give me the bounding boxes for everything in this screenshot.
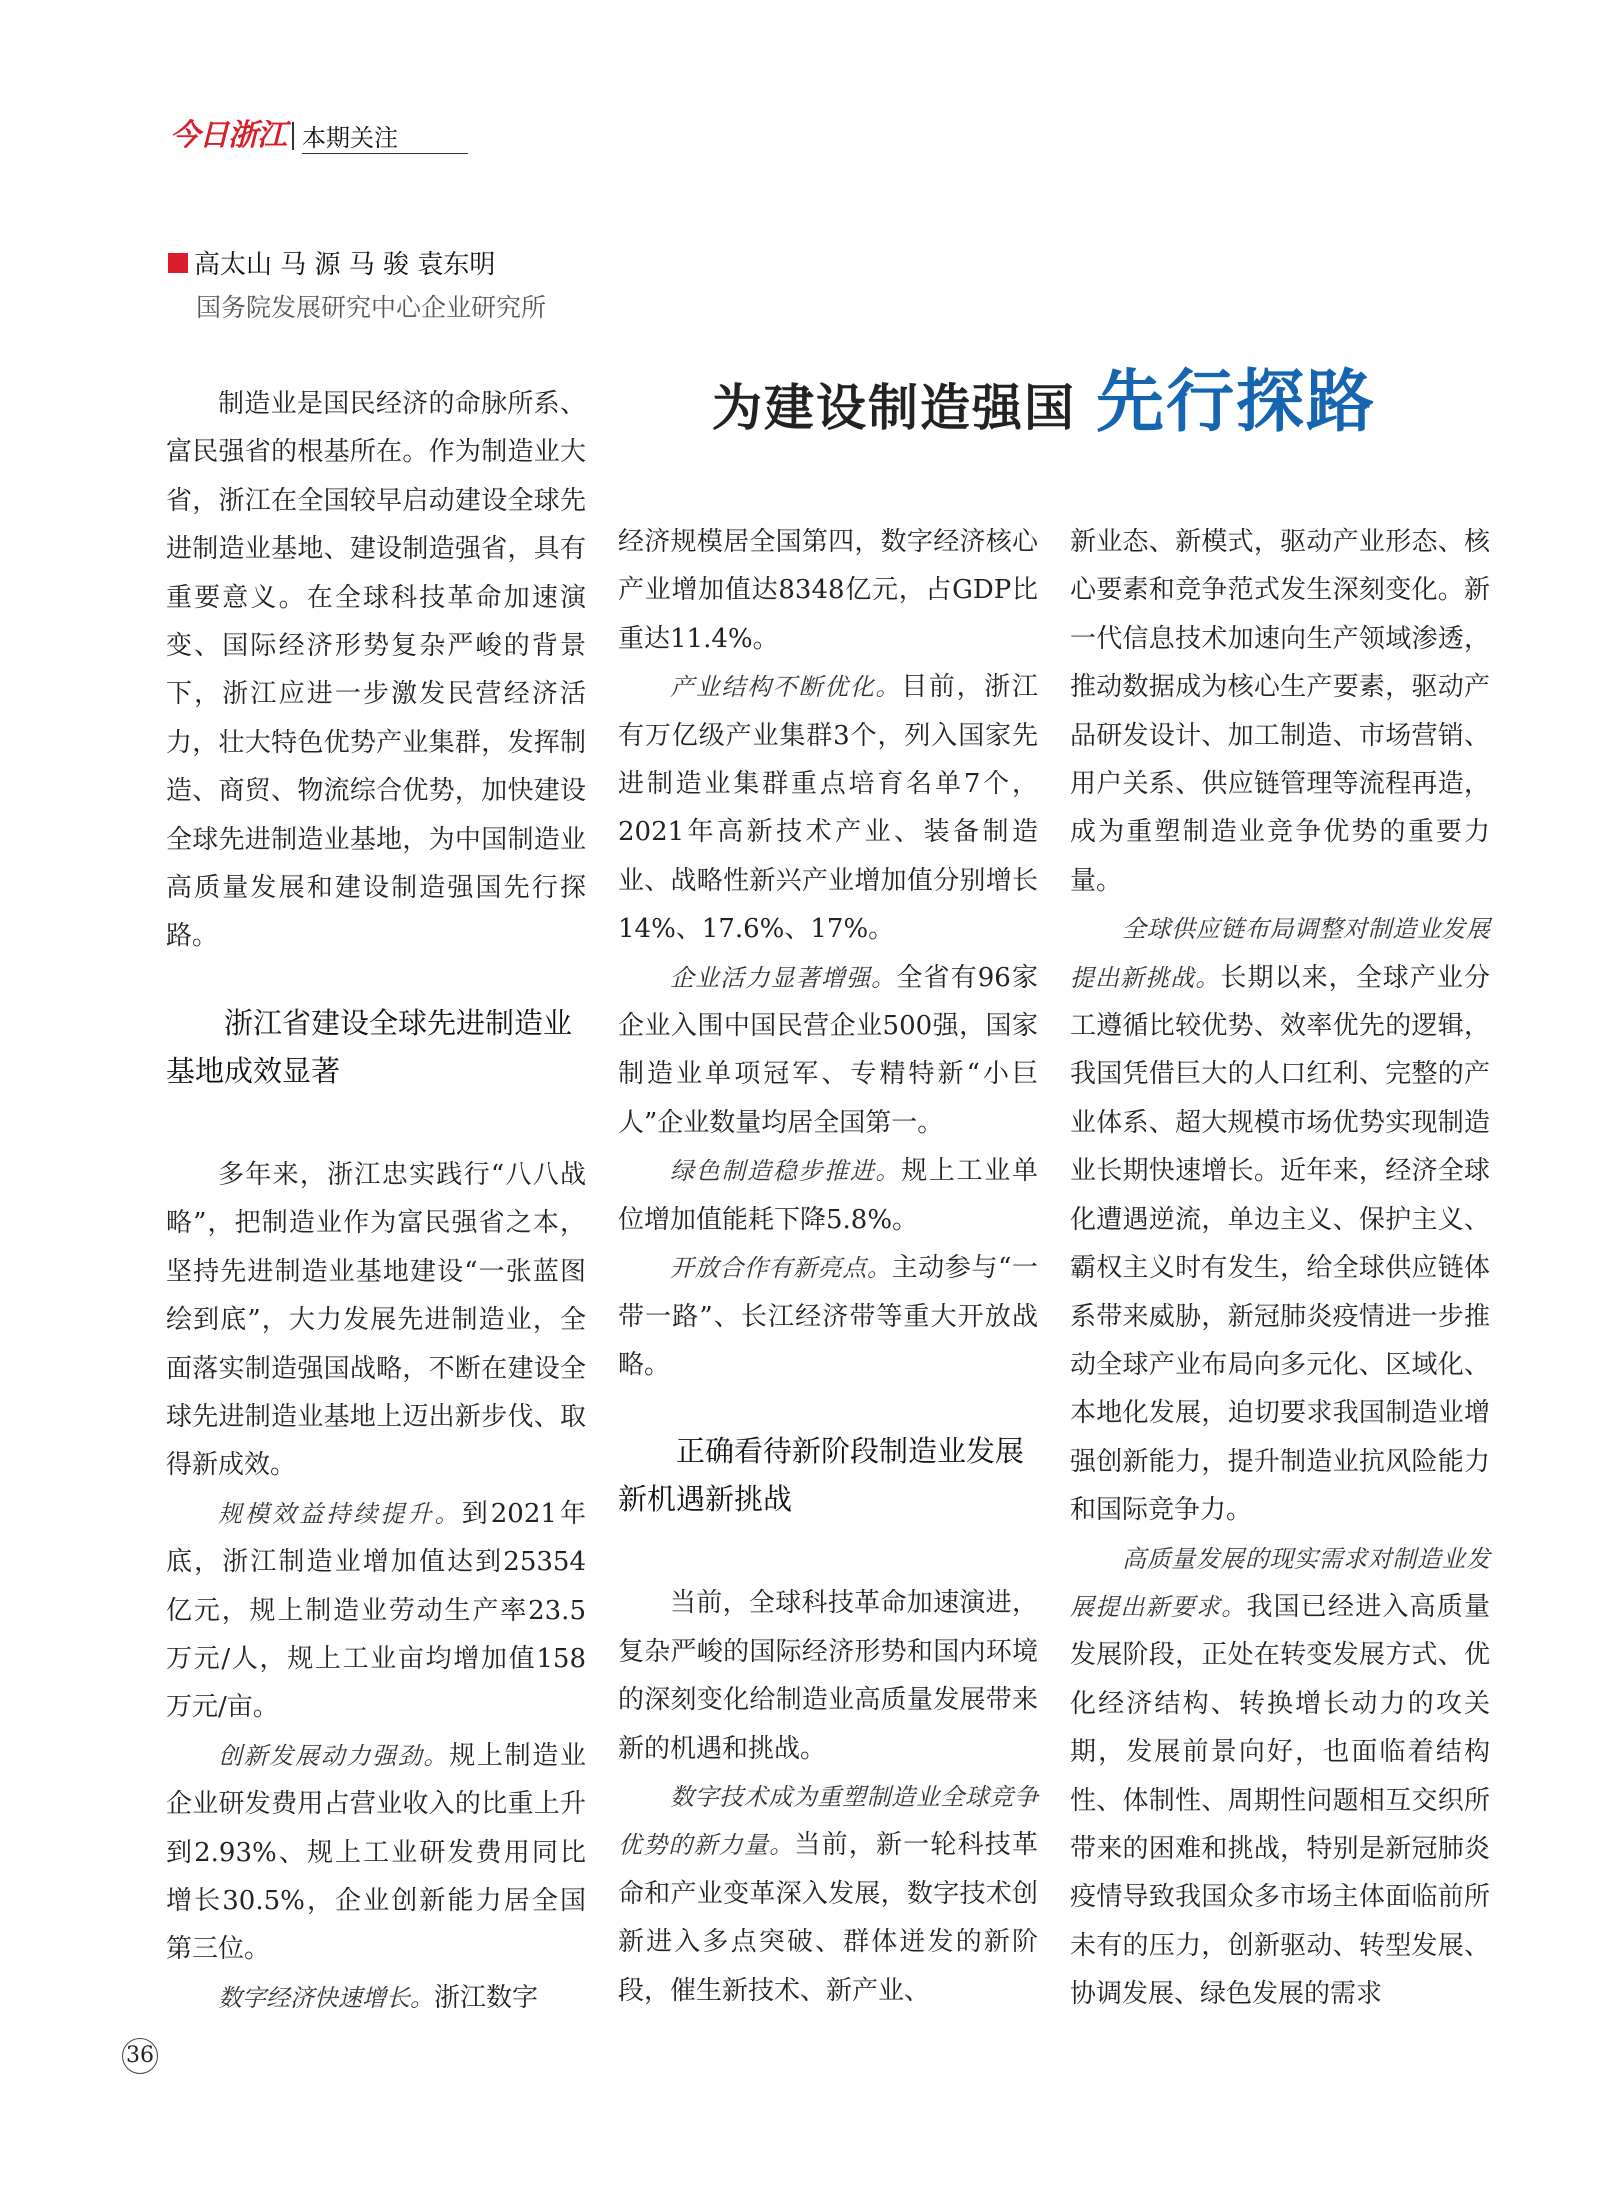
paragraph <box>618 1773 1038 2015</box>
paragraph-body: 目前，浙江有万亿级产业集群3个，列入国家先进制造业集群重点培育名单7个，2021年高新技术产业、装备制造业、战略性新兴产业增加值分别增长14%、17.6%、17%。 <box>618 672 1038 945</box>
paragraph-lead: 开放合作有新亮点。 <box>670 1254 892 1283</box>
column-3 <box>1070 518 1490 2019</box>
paragraph-lead: 企业活力显著增强。 <box>670 963 897 992</box>
paragraph-lead: 高质量发展的现实需求对制造业发展提出新要求。 <box>1070 1544 1490 1621</box>
author-affiliation: 国务院发展研究中心企业研究所 <box>196 293 547 322</box>
author-line <box>168 244 495 281</box>
title-part-1: 为建设制造强国 <box>712 379 1076 437</box>
paragraph-lead: 创新发展动力强劲。 <box>218 1741 450 1770</box>
paragraph: 多年来，浙江忠实践行“八八战略”，把制造业作为富民强省之本，坚持先进制造业基地建设“一张蓝图绘到底”，大力发展先进制造业，全面落实制造强国战略，不断在建设全球先进制造业基地上迈出新步伐、取得新成效。 <box>166 1159 586 1481</box>
paragraph: 经济规模居全国第四，数字经济核心产业增加值达8348亿元，占GDP比重达11.4%。 <box>618 527 1038 654</box>
paragraph: 当前，全球科技革命加速演进，复杂严峻的国际经济形势和国内环境的深刻变化给制造业高质量发展带来新的机遇和挑战。 <box>618 1588 1038 1764</box>
paragraph: 新业态、新模式，驱动产业形态、核心要素和竞争范式发生深刻变化。新一代信息技术加速向生产领域渗透，推动数据成为核心生产要素，驱动产品研发设计、加工制造、市场营销、用户关系、供应链管理等流程再造，成为重塑制造业竞争优势的重要力量。 <box>1070 527 1490 896</box>
paragraph-lead: 数字技术成为重塑制造业全球竞争优势的新力量。 <box>618 1782 1038 1860</box>
title-part-2: 先行探路 <box>1096 363 1377 442</box>
paragraph-body: 全省有96家企业入围中国民营企业500强，国家制造业单项冠军、专精特新“小巨人”企业数量均居全国第一。 <box>618 962 1038 1138</box>
paragraph-lead: 全球供应链布局调整对制造业发展提出新挑战。 <box>1070 915 1490 992</box>
paragraph-body: 我国已经进入高质量发展阶段，正处在转变发展方式、优化经济结构、转换增长动力的攻关期，发展前景向好，也面临着结构性、体制性、周期性问题相互交织所带来的困难和挑战，特别是新冠肺炎疫情导致我国众多市场主体面临前所未有的压力，创新驱动、转型发展、协调发展、绿色发展的需求 <box>1070 1591 1490 2010</box>
paragraph-body: 长期以来，全球产业分工遵循比较优势、效率优先的逻辑，我国凭借巨大的人口红利、完整的产业体系、超大规模市场优势实现制造业长期快速增长。近年来，经济全球化遭遇逆流，单边主义、保护主义、霸权主义时有发生，给全球供应链体系带来威胁，新冠肺炎疫情进一步推动全球产业布局向多元化、区域化、本地化发展，迫切要求我国制造业增强创新能力，提升制造业抗风险能力和国际竞争力。 <box>1070 962 1490 1526</box>
section-heading-1: 浙江省建设全球先进制造业基地成效显著 <box>166 1005 573 1088</box>
page-header <box>170 118 468 154</box>
page-number: 36 <box>122 2038 158 2074</box>
paragraph-body: 主动参与“一带一路”、长江经济带等重大开放战略。 <box>618 1253 1039 1380</box>
paragraph-body: 规上工业单位增加值能耗下降5.8%。 <box>618 1156 1038 1235</box>
paragraph-lead: 绿色制造稳步推进。 <box>670 1157 902 1186</box>
paragraph-body: 规上制造业企业研发费用占营业收入的比重上升到2.93%、规上工业研发费用同比增长30.5%，企业创新能力居全国第三位。 <box>166 1740 586 1965</box>
header-divider <box>292 122 294 150</box>
paragraph <box>166 1974 586 2022</box>
paragraph-lead: 数字经济快速增长。 <box>218 1983 434 2012</box>
column-2 <box>618 518 1038 2015</box>
intro-paragraph: 制造业是国民经济的命脉所系、富民强省的根基所在。作为制造业大省，浙江在全国较早启动建设全球先进制造业基地、建设制造强省，具有重要意义。在全球科技革命加速演变、国际经济形势复杂严峻的背景下，浙江应进一步激发民营经济活力，壮大特色优势产业集群，发挥制造、商贸、物流综合优势，加快建设全球先进制造业基地，为中国制造业高质量发展和建设制造强国先行探路。 <box>166 389 586 952</box>
article-title <box>712 348 1376 445</box>
column-1 <box>166 380 586 2022</box>
paragraph-lead: 产业结构不断优化。 <box>670 673 902 702</box>
paragraph <box>618 1244 1038 1389</box>
paragraph <box>1070 905 1490 1534</box>
paragraph <box>618 1147 1038 1244</box>
paragraph-body: 当前，新一轮科技革命和产业变革深入发展，数字技术创新进入多点突破、群体迸发的新阶段，催生新技术、新产业、 <box>618 1830 1038 2006</box>
section-heading-2: 正确看待新阶段制造业发展新机遇新挑战 <box>618 1434 1025 1517</box>
paragraph <box>166 1732 586 1974</box>
paragraph <box>618 954 1038 1148</box>
magazine-logo: 今日浙江 <box>170 118 286 153</box>
paragraph-lead: 规模效益持续提升。 <box>218 1499 462 1528</box>
paragraph <box>1070 1535 1490 2019</box>
paragraph-body: 浙江数字 <box>434 1982 539 2013</box>
paragraph-body: 到2021年底，浙江制造业增加值达到25354亿元，规上制造业劳动生产率23.5万元/人，规上工业亩均增加值158万元/亩。 <box>166 1498 587 1723</box>
author-names: 高太山 马 源 马 骏 袁东明 <box>194 250 496 280</box>
section-name: 本期关注 <box>302 123 468 154</box>
paragraph <box>618 663 1038 953</box>
paragraph <box>166 1490 586 1732</box>
red-square-icon <box>168 253 188 273</box>
